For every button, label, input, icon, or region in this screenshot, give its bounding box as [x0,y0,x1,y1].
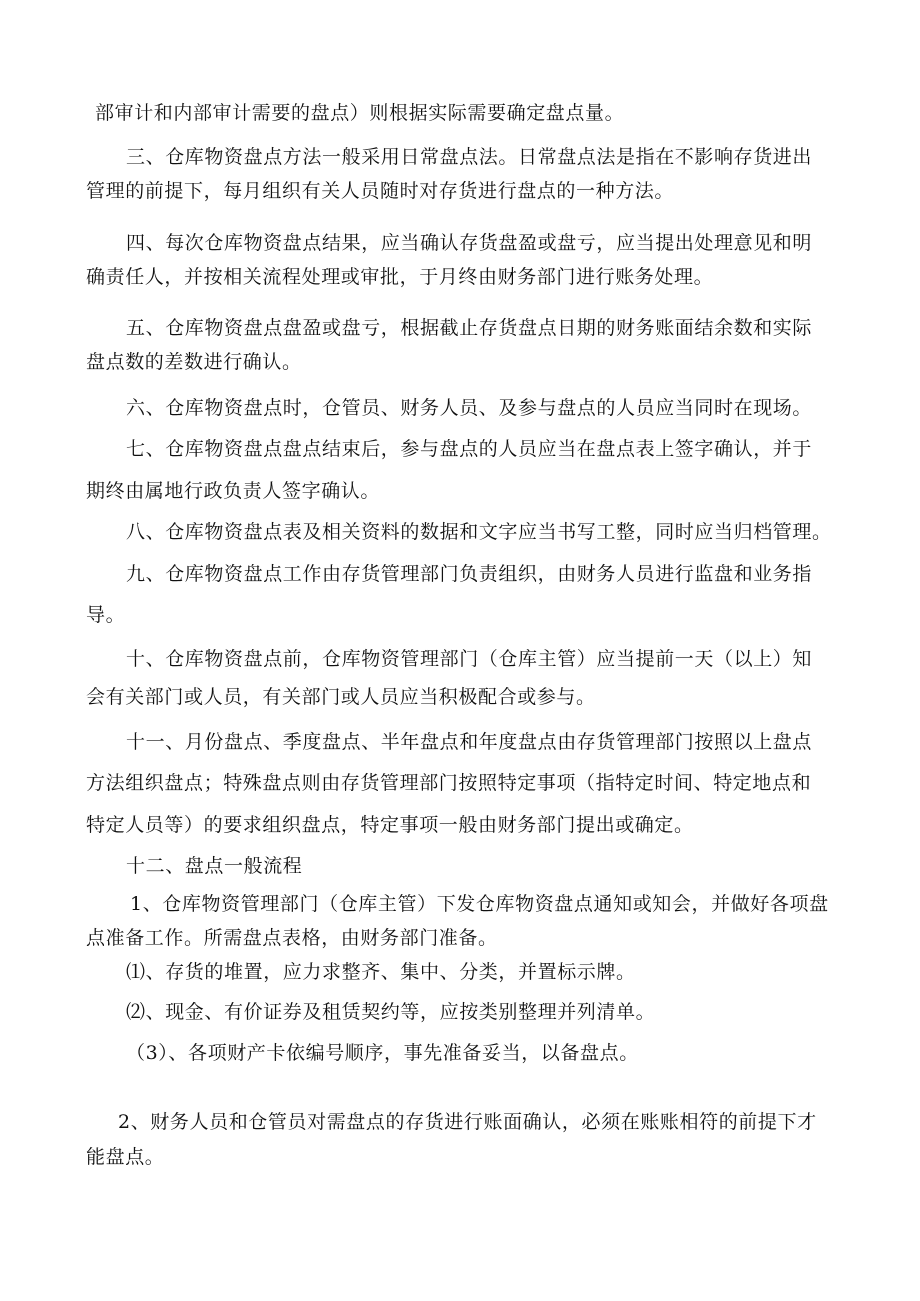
text-line-12: 九、仓库物资盘点工作由存货管理部门负责组织，由财务人员进行监盘和业务指 [126,563,813,585]
text-line-11: 八、仓库物资盘点表及相关资料的数据和文字应当书写工整，同时应当归档管理。 [126,521,832,543]
text-line-24: （3）、各项财产卡依编号顺序，事先准备妥当，以备盘点。 [126,1042,639,1064]
text-line-7: 盘点数的差数进行确认。 [86,351,302,373]
text-line-21: 点准备工作。所需盘点表格，由财务部门准备。 [86,927,498,949]
text-line-15: 会有关部门或人员，有关部门或人员应当积极配合或参与。 [86,686,596,708]
text-line-19: 十二、盘点一般流程 [126,855,303,877]
text-line-2: 三、仓库物资盘点方法一般采用日常盘点法。日常盘点法是指在不影响存货进出 [126,146,813,168]
text-line-1: 部审计和内部审计需要的盘点）则根据实际需要确定盘点量。 [95,102,625,124]
text-line-17: 方法组织盘点；特殊盘点则由存货管理部门按照特定事项（指特定时间、特定地点和 [86,772,812,794]
text-line-26: 能盘点。 [86,1146,165,1168]
text-line-9: 七、仓库物资盘点盘点结束后，参与盘点的人员应当在盘点表上签字确认，并于 [126,438,813,460]
text-line-18: 特定人员等）的要求组织盘点，特定事项一般由财务部门提出或确定。 [86,814,694,836]
text-line-6: 五、仓库物资盘点盘盈或盘亏，根据截止存货盘点日期的财务账面结余数和实际 [126,317,813,339]
text-line-4: 四、每次仓库物资盘点结果，应当确认存货盘盈或盘亏，应当提出处理意见和明 [126,232,813,254]
text-line-23: ⑵、现金、有价证券及租赁契约等，应按类别整理并列清单。 [126,1001,656,1023]
text-line-10: 期终由属地行政负责人签字确认。 [86,480,381,502]
text-line-20: 1、仓库物资管理部门（仓库主管）下发仓库物资盘点通知或知会，并做好各项盘 [130,893,829,915]
text-line-3: 管理的前提下，每月组织有关人员随时对存货进行盘点的一种方法。 [86,180,675,202]
text-line-13: 导。 [86,604,126,626]
text-line-14: 十、仓库物资盘点前，仓库物资管理部门（仓库主管）应当提前一天（以上）知 [126,648,813,670]
text-line-8: 六、仓库物资盘点时，仓管员、财务人员、及参与盘点的人员应当同时在现场。 [126,397,813,419]
text-line-22: ⑴、存货的堆置，应力求整齐、集中、分类，并置标示牌。 [126,961,636,983]
text-line-5: 确责任人，并按相关流程处理或审批，于月终由财务部门进行账务处理。 [86,266,714,288]
text-line-16: 十一、月份盘点、季度盘点、半年盘点和年度盘点由存货管理部门按照以上盘点 [126,731,813,753]
text-line-25: 2、财务人员和仓管员对需盘点的存货进行账面确认，必须在账账相符的前提下才 [118,1111,817,1133]
